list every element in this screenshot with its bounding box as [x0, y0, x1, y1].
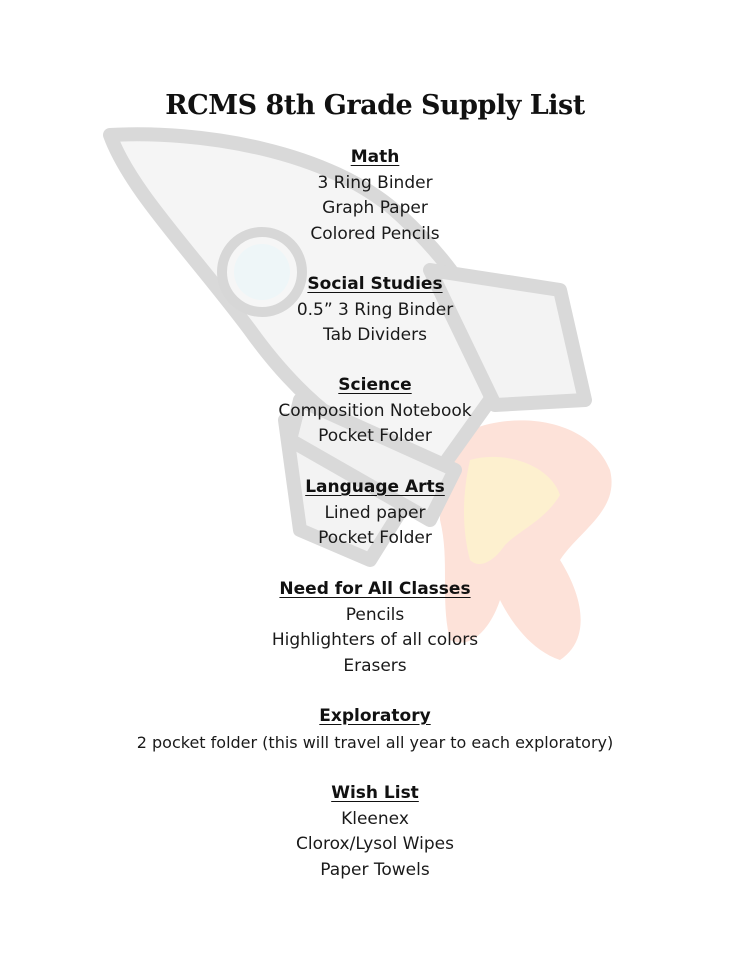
section-language-arts	[0, 475, 750, 552]
list-item: Kleenex	[341, 808, 409, 829]
section-exploratory	[0, 704, 750, 755]
page-title: RCMS 8th Grade Supply List	[165, 90, 585, 121]
list-item: Clorox/Lysol Wipes	[296, 834, 454, 854]
section-math	[0, 145, 750, 247]
section-science	[0, 373, 750, 450]
section-heading: Social Studies	[307, 274, 443, 294]
list-item: 2 pocket folder (this will travel all year to each exploratory)	[136, 732, 614, 752]
section-wish-list	[0, 781, 750, 883]
list-item: Erasers	[343, 655, 407, 676]
list-item: 3 Ring Binder	[317, 172, 433, 193]
section-heading: Need for All Classes	[279, 579, 471, 599]
section-heading: Science	[338, 375, 412, 395]
list-item: Paper Towels	[320, 859, 430, 880]
list-item: Pencils	[345, 604, 405, 625]
list-item: Highlighters of all colors	[271, 630, 479, 650]
list-item: Composition Notebook	[278, 400, 472, 421]
section-heading: Wish List	[331, 783, 419, 803]
section-social-studies	[0, 272, 750, 349]
list-item: Pocket Folder	[318, 528, 432, 548]
section-heading: Language Arts	[305, 477, 445, 497]
list-item: 0.5” 3 Ring Binder	[296, 299, 454, 320]
list-item: Tab Dividers	[323, 325, 427, 345]
list-item: Colored Pencils	[310, 223, 440, 244]
list-item: Graph Paper	[322, 198, 428, 218]
section-all-classes	[0, 577, 750, 679]
list-item: Pocket Folder	[318, 426, 432, 446]
section-heading: Exploratory	[319, 706, 431, 726]
list-item: Lined paper	[324, 502, 426, 523]
section-heading: Math	[350, 147, 400, 167]
